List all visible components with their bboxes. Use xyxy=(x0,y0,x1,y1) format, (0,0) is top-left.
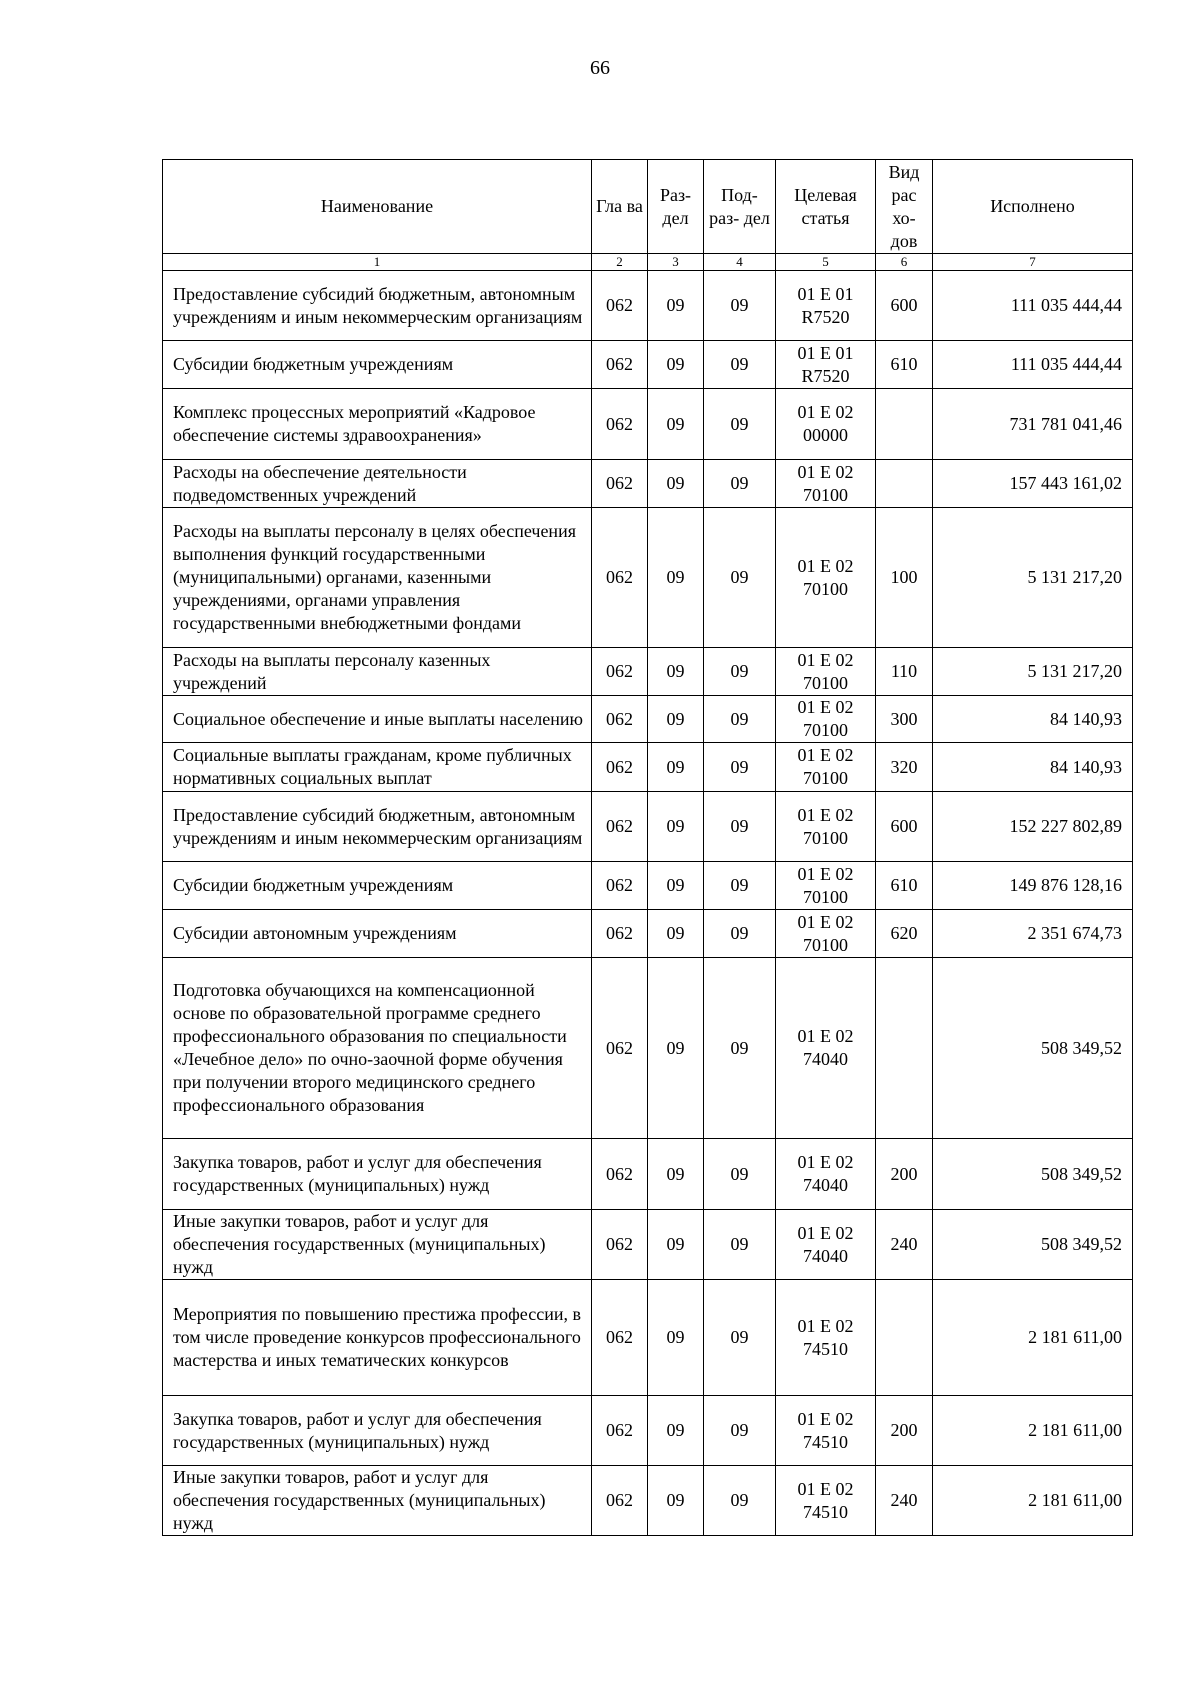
table-row xyxy=(163,862,1133,910)
row-name-cell: Иные закупки товаров, работ и услуг для обеспечения государственных (муниципальных) нужд xyxy=(163,1210,592,1280)
row-tselevaya-statya-cell: 01 Е 02 70100 xyxy=(776,508,876,648)
row-podrazdel-cell: 09 xyxy=(704,460,776,508)
row-name-cell: Социальное обеспечение и иные выплаты населению xyxy=(163,696,592,743)
row-tselevaya-statya-cell: 01 Е 02 70100 xyxy=(776,743,876,792)
row-vid-raskhodov-cell: 110 xyxy=(876,648,933,696)
column-number: 3 xyxy=(648,254,704,271)
row-amount-cell: 5 131 217,20 xyxy=(933,648,1133,696)
row-vid-raskhodov-cell: 200 xyxy=(876,1139,933,1210)
column-number: 5 xyxy=(776,254,876,271)
table-row xyxy=(163,341,1133,389)
row-tselevaya-statya-cell: 01 Е 02 00000 xyxy=(776,389,876,460)
row-vid-raskhodov-cell xyxy=(876,460,933,508)
row-podrazdel-cell: 09 xyxy=(704,341,776,389)
row-amount-cell: 731 781 041,46 xyxy=(933,389,1133,460)
row-vid-raskhodov-cell: 240 xyxy=(876,1466,933,1536)
row-podrazdel-cell: 09 xyxy=(704,389,776,460)
row-razdel-cell: 09 xyxy=(648,1396,704,1466)
row-tselevaya-statya-cell: 01 Е 01 R7520 xyxy=(776,341,876,389)
row-razdel-cell: 09 xyxy=(648,958,704,1139)
row-podrazdel-cell: 09 xyxy=(704,862,776,910)
row-podrazdel-cell: 09 xyxy=(704,1280,776,1396)
row-vid-raskhodov-cell xyxy=(876,1280,933,1396)
row-tselevaya-statya-cell: 01 Е 02 70100 xyxy=(776,648,876,696)
row-glava-cell: 062 xyxy=(592,341,648,389)
row-razdel-cell: 09 xyxy=(648,460,704,508)
row-vid-raskhodov-cell: 600 xyxy=(876,271,933,341)
row-amount-cell: 84 140,93 xyxy=(933,743,1133,792)
row-glava-cell: 062 xyxy=(592,460,648,508)
table-row xyxy=(163,958,1133,1139)
row-name-cell: Подготовка обучающихся на компенсационной основе по образовательной программе среднего профессионального образования по специальности «Лечебное дело» по очно-заочной форме обучения при получении второго медицинского среднего профессионального образования xyxy=(163,958,592,1139)
table-row xyxy=(163,1466,1133,1536)
row-vid-raskhodov-cell: 610 xyxy=(876,341,933,389)
row-tselevaya-statya-cell: 01 Е 02 74510 xyxy=(776,1466,876,1536)
row-name-cell: Субсидии бюджетным учреждениям xyxy=(163,862,592,910)
row-tselevaya-statya-cell: 01 Е 02 74510 xyxy=(776,1396,876,1466)
column-number: 4 xyxy=(704,254,776,271)
row-glava-cell: 062 xyxy=(592,1280,648,1396)
row-glava-cell: 062 xyxy=(592,1139,648,1210)
row-amount-cell: 5 131 217,20 xyxy=(933,508,1133,648)
row-name-cell: Предоставление субсидий бюджетным, автономным учреждениям и иным некоммерческим организациям xyxy=(163,792,592,862)
table-row xyxy=(163,508,1133,648)
row-tselevaya-statya-cell: 01 Е 02 70100 xyxy=(776,460,876,508)
row-name-cell: Предоставление субсидий бюджетным, автономным учреждениям и иным некоммерческим организациям xyxy=(163,271,592,341)
row-razdel-cell: 09 xyxy=(648,1280,704,1396)
table-row xyxy=(163,743,1133,792)
row-razdel-cell: 09 xyxy=(648,792,704,862)
row-name-cell: Расходы на выплаты персоналу казенных учреждений xyxy=(163,648,592,696)
row-name-cell: Мероприятия по повышению престижа профессии, в том числе проведение конкурсов профессионального мастерства и иных тематических конкурсов xyxy=(163,1280,592,1396)
table-body xyxy=(163,271,1133,1536)
row-name-cell: Социальные выплаты гражданам, кроме публичных нормативных социальных выплат xyxy=(163,743,592,792)
row-name-cell: Расходы на обеспечение деятельности подведомственных учреждений xyxy=(163,460,592,508)
row-glava-cell: 062 xyxy=(592,696,648,743)
row-podrazdel-cell: 09 xyxy=(704,910,776,958)
table-row xyxy=(163,1210,1133,1280)
row-vid-raskhodov-cell: 240 xyxy=(876,1210,933,1280)
row-name-cell: Закупка товаров, работ и услуг для обеспечения государственных (муниципальных) нужд xyxy=(163,1396,592,1466)
column-number: 2 xyxy=(592,254,648,271)
row-podrazdel-cell: 09 xyxy=(704,271,776,341)
column-number: 6 xyxy=(876,254,933,271)
row-razdel-cell: 09 xyxy=(648,862,704,910)
row-name-cell: Иные закупки товаров, работ и услуг для обеспечения государственных (муниципальных) нужд xyxy=(163,1466,592,1536)
row-tselevaya-statya-cell: 01 Е 02 74040 xyxy=(776,958,876,1139)
row-podrazdel-cell: 09 xyxy=(704,1396,776,1466)
table-row xyxy=(163,460,1133,508)
row-vid-raskhodov-cell: 610 xyxy=(876,862,933,910)
row-glava-cell: 062 xyxy=(592,1466,648,1536)
row-razdel-cell: 09 xyxy=(648,910,704,958)
row-amount-cell: 111 035 444,44 xyxy=(933,271,1133,341)
row-podrazdel-cell: 09 xyxy=(704,1139,776,1210)
row-amount-cell: 149 876 128,16 xyxy=(933,862,1133,910)
header-vid-raskhodov: Вид рас хо- дов xyxy=(876,160,933,254)
row-podrazdel-cell: 09 xyxy=(704,648,776,696)
row-razdel-cell: 09 xyxy=(648,341,704,389)
row-razdel-cell: 09 xyxy=(648,743,704,792)
table-row xyxy=(163,910,1133,958)
column-number-row xyxy=(163,254,1133,271)
row-razdel-cell: 09 xyxy=(648,389,704,460)
header-ispolneno: Исполнено xyxy=(933,160,1133,254)
row-amount-cell: 508 349,52 xyxy=(933,1139,1133,1210)
row-vid-raskhodov-cell: 320 xyxy=(876,743,933,792)
row-podrazdel-cell: 09 xyxy=(704,508,776,648)
row-glava-cell: 062 xyxy=(592,792,648,862)
header-glava: Гла ва xyxy=(592,160,648,254)
row-tselevaya-statya-cell: 01 Е 02 70100 xyxy=(776,910,876,958)
row-razdel-cell: 09 xyxy=(648,1139,704,1210)
row-amount-cell: 152 227 802,89 xyxy=(933,792,1133,862)
row-glava-cell: 062 xyxy=(592,389,648,460)
column-number: 7 xyxy=(933,254,1133,271)
row-tselevaya-statya-cell: 01 Е 02 74040 xyxy=(776,1139,876,1210)
row-vid-raskhodov-cell xyxy=(876,958,933,1139)
row-amount-cell: 111 035 444,44 xyxy=(933,341,1133,389)
row-vid-raskhodov-cell: 200 xyxy=(876,1396,933,1466)
row-glava-cell: 062 xyxy=(592,271,648,341)
row-glava-cell: 062 xyxy=(592,508,648,648)
table-row xyxy=(163,792,1133,862)
row-amount-cell: 2 351 674,73 xyxy=(933,910,1133,958)
budget-execution-table xyxy=(162,159,1133,1536)
row-name-cell: Закупка товаров, работ и услуг для обеспечения государственных (муниципальных) нужд xyxy=(163,1139,592,1210)
row-amount-cell: 508 349,52 xyxy=(933,958,1133,1139)
table-row xyxy=(163,696,1133,743)
row-razdel-cell: 09 xyxy=(648,271,704,341)
row-glava-cell: 062 xyxy=(592,862,648,910)
table-row xyxy=(163,271,1133,341)
row-razdel-cell: 09 xyxy=(648,508,704,648)
row-glava-cell: 062 xyxy=(592,1396,648,1466)
row-glava-cell: 062 xyxy=(592,910,648,958)
row-vid-raskhodov-cell: 100 xyxy=(876,508,933,648)
row-name-cell: Комплекс процессных мероприятий «Кадровое обеспечение системы здравоохранения» xyxy=(163,389,592,460)
table-header-row xyxy=(163,160,1133,254)
row-vid-raskhodov-cell xyxy=(876,389,933,460)
row-amount-cell: 84 140,93 xyxy=(933,696,1133,743)
row-vid-raskhodov-cell: 600 xyxy=(876,792,933,862)
row-tselevaya-statya-cell: 01 Е 02 74510 xyxy=(776,1280,876,1396)
row-podrazdel-cell: 09 xyxy=(704,1210,776,1280)
row-tselevaya-statya-cell: 01 Е 02 74040 xyxy=(776,1210,876,1280)
table-row xyxy=(163,389,1133,460)
table-row xyxy=(163,1139,1133,1210)
header-name: Наименование xyxy=(163,160,592,254)
row-amount-cell: 508 349,52 xyxy=(933,1210,1133,1280)
header-tselevaya-statya: Целевая статья xyxy=(776,160,876,254)
row-amount-cell: 2 181 611,00 xyxy=(933,1396,1133,1466)
header-razdel: Раз- дел xyxy=(648,160,704,254)
row-amount-cell: 157 443 161,02 xyxy=(933,460,1133,508)
column-number: 1 xyxy=(163,254,592,271)
row-name-cell: Расходы на выплаты персоналу в целях обеспечения выполнения функций государственными (муниципальными) органами, казенными учреждениями, органами управления государственными внебюджетными фондами xyxy=(163,508,592,648)
header-podrazdel: Под- раз- дел xyxy=(704,160,776,254)
row-podrazdel-cell: 09 xyxy=(704,792,776,862)
row-glava-cell: 062 xyxy=(592,743,648,792)
row-razdel-cell: 09 xyxy=(648,1466,704,1536)
row-tselevaya-statya-cell: 01 Е 02 70100 xyxy=(776,792,876,862)
row-amount-cell: 2 181 611,00 xyxy=(933,1466,1133,1536)
row-amount-cell: 2 181 611,00 xyxy=(933,1280,1133,1396)
row-name-cell: Субсидии автономным учреждениям xyxy=(163,910,592,958)
row-razdel-cell: 09 xyxy=(648,696,704,743)
row-name-cell: Субсидии бюджетным учреждениям xyxy=(163,341,592,389)
row-vid-raskhodov-cell: 620 xyxy=(876,910,933,958)
row-tselevaya-statya-cell: 01 Е 02 70100 xyxy=(776,696,876,743)
row-tselevaya-statya-cell: 01 Е 01 R7520 xyxy=(776,271,876,341)
row-podrazdel-cell: 09 xyxy=(704,743,776,792)
row-vid-raskhodov-cell: 300 xyxy=(876,696,933,743)
row-podrazdel-cell: 09 xyxy=(704,1466,776,1536)
table-row xyxy=(163,1280,1133,1396)
row-podrazdel-cell: 09 xyxy=(704,958,776,1139)
row-razdel-cell: 09 xyxy=(648,648,704,696)
page-number: 66 xyxy=(590,57,610,79)
table-row xyxy=(163,648,1133,696)
table-row xyxy=(163,1396,1133,1466)
row-razdel-cell: 09 xyxy=(648,1210,704,1280)
row-tselevaya-statya-cell: 01 Е 02 70100 xyxy=(776,862,876,910)
row-glava-cell: 062 xyxy=(592,1210,648,1280)
row-podrazdel-cell: 09 xyxy=(704,696,776,743)
row-glava-cell: 062 xyxy=(592,958,648,1139)
row-glava-cell: 062 xyxy=(592,648,648,696)
